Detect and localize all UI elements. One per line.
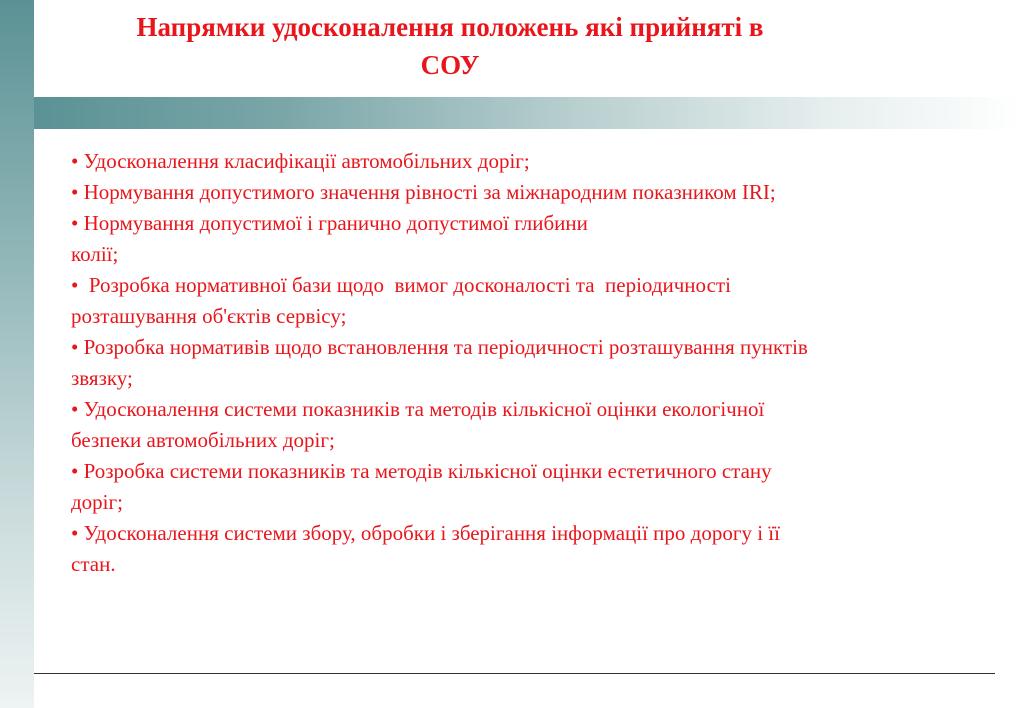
title-divider-band [34, 97, 1023, 129]
body-line: • Удосконалення системи показників та методів кількісної оцінки екологічної [71, 397, 765, 421]
body-line: • Удосконалення класифікації автомобільних доріг; [71, 149, 530, 173]
slide-title-line-1: Напрямки удосконалення положень які прийняті в [136, 12, 764, 42]
body-line: • Розробка системи показників та методів кількісної оцінки естетичного стану [71, 459, 772, 483]
left-decorative-bar [0, 0, 34, 708]
body-line: доріг; [71, 490, 123, 514]
body-line: звязку; [71, 366, 133, 390]
slide-title [40, 8, 860, 84]
body-line: розташування об'єктів сервісу; [71, 304, 347, 328]
footer-divider [34, 673, 995, 674]
body-line: • Розробка нормативної бази щодо вимог досконалості та періодичності [71, 273, 731, 297]
body-line: стан. [71, 552, 116, 576]
slide-body [71, 146, 1001, 580]
slide-title-line-2: СОУ [420, 50, 480, 80]
body-line: • Нормування допустимої і гранично допустимої глибини [71, 211, 588, 235]
body-line: колії; [71, 242, 119, 266]
body-line: безпеки автомобільних доріг; [71, 428, 335, 452]
body-line: • Удосконалення системи збору, обробки і зберігання інформації про дорогу і її [71, 521, 780, 545]
body-line: • Розробка нормативів щодо встановлення та періодичності розташування пунктів [71, 335, 808, 359]
body-line: • Нормування допустимого значення рівності за міжнародним показником IRI; [71, 180, 776, 204]
